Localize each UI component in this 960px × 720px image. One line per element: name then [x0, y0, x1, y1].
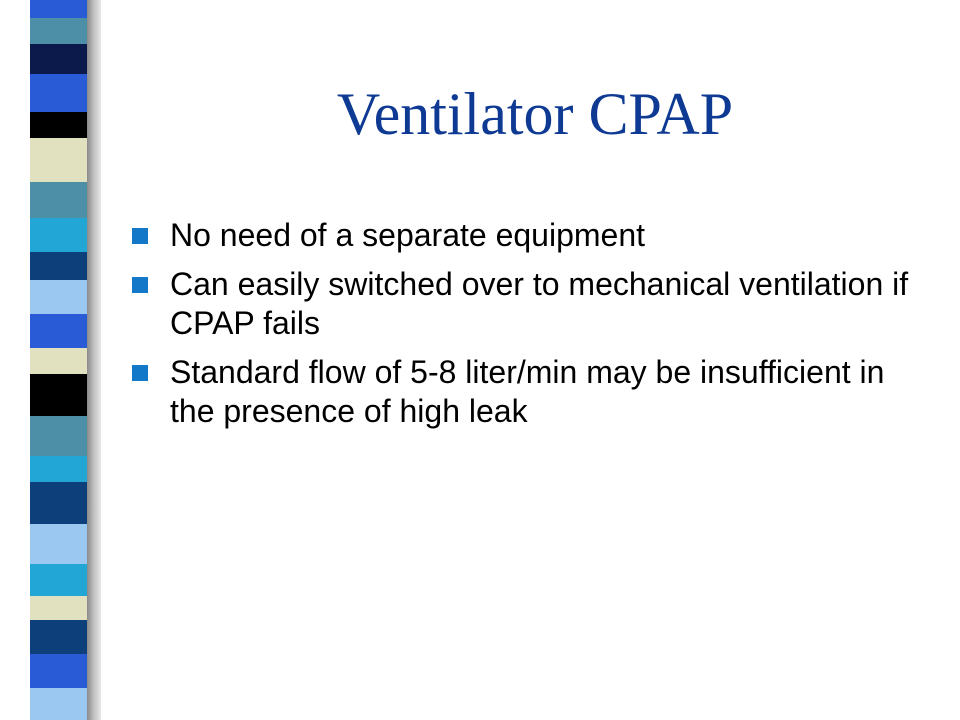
bullet-list [132, 216, 932, 441]
bullet-text: No need of a separate equipment [170, 217, 645, 253]
bullet-item [132, 216, 932, 255]
decorative-color-strip [30, 0, 87, 720]
bullet-item [132, 265, 932, 343]
slide-title: Ventilator CPAP [336, 81, 734, 147]
bullet-item [132, 353, 932, 431]
bullet-text: Can easily switched over to mechanical ventilation if CPAP fails [170, 266, 909, 341]
square-bullet-icon [132, 365, 148, 381]
strip-shadow [87, 0, 101, 720]
square-bullet-icon [132, 228, 148, 244]
bullet-text: Standard flow of 5-8 liter/min may be insufficient in the presence of high leak [170, 354, 885, 429]
square-bullet-icon [132, 277, 148, 293]
